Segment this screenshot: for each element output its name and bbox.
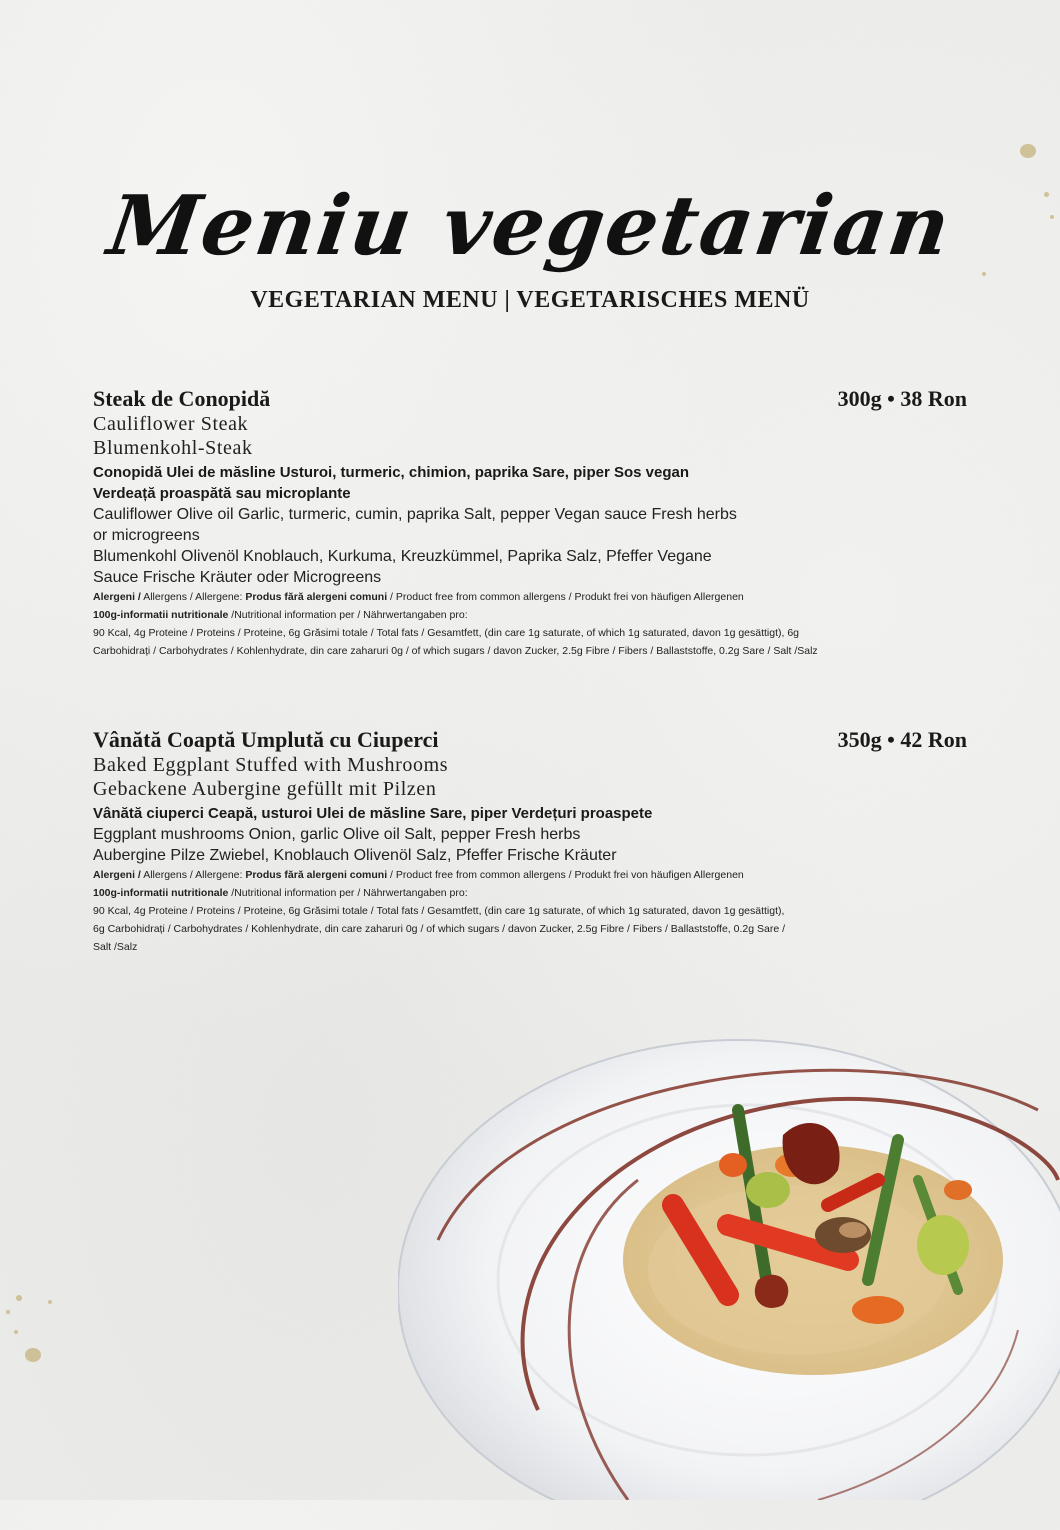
item-ingredients-en: Eggplant mushrooms Onion, garlic Olive oil Salt, pepper Fresh herbs	[93, 826, 581, 843]
item-name-ro: Steak de Conopidă	[93, 386, 271, 411]
menu-item	[93, 727, 973, 956]
allergens-bold: Produs fără alergeni comuni	[245, 591, 388, 603]
item-ingredients-de: Aubergine Pilze Zwiebel, Knoblauch Olivenöl Salz, Pfeffer Frische Kräuter	[93, 847, 617, 864]
allergens-mid: Allergens / Allergene:	[140, 591, 246, 603]
gold-speckle	[1020, 144, 1036, 158]
item-nutrition-values: 90 Kcal, 4g Proteine / Proteins / Proteine, 6g Grăsimi totale / Total fats / Gesamtfett, (din care 1g saturate, of which 1g saturated, davon 1g gesättigt), 6g Carbohidrați / Carbohydrates / Kohlenhydrate, din care zaharuri 0g / of which sugars / davon Zucker, 2.5g Fibre / Fibers / Ballaststoffe, 0.2g Sare / Salt /Salz	[93, 627, 818, 657]
carrot	[719, 1153, 747, 1177]
allergens-label: Alergeni /	[93, 869, 141, 881]
page-subtitle: VEGETARIAN MENU | VEGETARISCHES MENÜ	[250, 287, 810, 313]
item-name-ro: Vânătă Coaptă Umplută cu Ciuperci	[93, 727, 439, 752]
zucchini	[917, 1215, 969, 1275]
item-ingredients-ro: Conopidă Ulei de măsline Usturoi, turmeric, chimion, paprika Sare, piper Sos vegan Verdeață proaspătă sau microplante	[93, 464, 689, 502]
gold-speckle	[25, 1348, 41, 1362]
allergens-rest: / Product free from common allergens / Produkt frei von häufigen Allergenen	[387, 591, 744, 603]
gold-speckle	[48, 1300, 52, 1304]
item-nutrition-header	[93, 884, 853, 902]
menu-item	[93, 386, 973, 660]
item-price: 350g • 42 Ron	[837, 727, 967, 752]
allergens-label: Alergeni /	[93, 591, 141, 603]
carrot	[852, 1296, 904, 1324]
gold-speckle	[16, 1295, 22, 1301]
item-ingredients-en: Cauliflower Olive oil Garlic, turmeric, cumin, paprika Salt, pepper Vegan sauce Fresh herbs or microgreens	[93, 506, 737, 544]
carrot	[944, 1180, 972, 1200]
item-allergens	[93, 588, 853, 606]
page-title: Meniu vegetarian	[102, 178, 958, 274]
allergens-rest: / Product free from common allergens / Produkt frei von häufigen Allergenen	[387, 869, 744, 881]
dish-photo	[398, 1030, 1060, 1530]
gold-speckle	[14, 1330, 18, 1334]
nutrition-label: 100g-informatii nutritionale	[93, 887, 229, 899]
nutrition-label: 100g-informatii nutritionale	[93, 609, 229, 621]
item-nutrition-header	[93, 606, 853, 624]
plate-illustration	[398, 1030, 1060, 1500]
item-ingredients-ro: Vânătă ciuperci Ceapă, usturoi Ulei de măsline Sare, piper Verdețuri proaspete	[93, 805, 653, 822]
nutrition-rest: /Nutritional information per / Nährwertangaben pro:	[228, 887, 468, 899]
item-name-de: Blumenkohl-Steak	[93, 437, 253, 459]
item-ingredients-de: Blumenkohl Olivenöl Knoblauch, Kurkuma, Kreuzkümmel, Paprika Salz, Pfeffer Vegane Sauce Frische Kräuter oder Microgreens	[93, 548, 712, 586]
zucchini	[746, 1172, 790, 1208]
sundried-tomato	[755, 1275, 788, 1308]
allergens-mid: Allergens / Allergene:	[140, 869, 246, 881]
gold-speckle	[6, 1310, 10, 1314]
item-name-de: Gebackene Aubergine gefüllt mit Pilzen	[93, 778, 437, 800]
nutrition-rest: /Nutritional information per / Nährwertangaben pro:	[228, 609, 468, 621]
allergens-bold: Produs fără alergeni comuni	[245, 869, 388, 881]
item-price: 300g • 38 Ron	[837, 386, 967, 411]
item-allergens	[93, 866, 853, 884]
item-name-en: Baked Eggplant Stuffed with Mushrooms	[93, 754, 449, 776]
mushroom	[839, 1222, 867, 1238]
item-nutrition-values: 90 Kcal, 4g Proteine / Proteins / Proteine, 6g Grăsimi totale / Total fats / Gesamtfett, (din care 1g saturate, of which 1g saturated, davon 1g gesättigt), 6g Carbohidrați / Carbohydrates / Kohlenhydrate, din care zaharuri 0g / of which sugars / davon Zucker, 2.5g Fibre / Fibers / Ballaststoffe, 0.2g Sare / Salt /Salz	[93, 905, 786, 953]
item-name-en: Cauliflower Steak	[93, 413, 249, 435]
